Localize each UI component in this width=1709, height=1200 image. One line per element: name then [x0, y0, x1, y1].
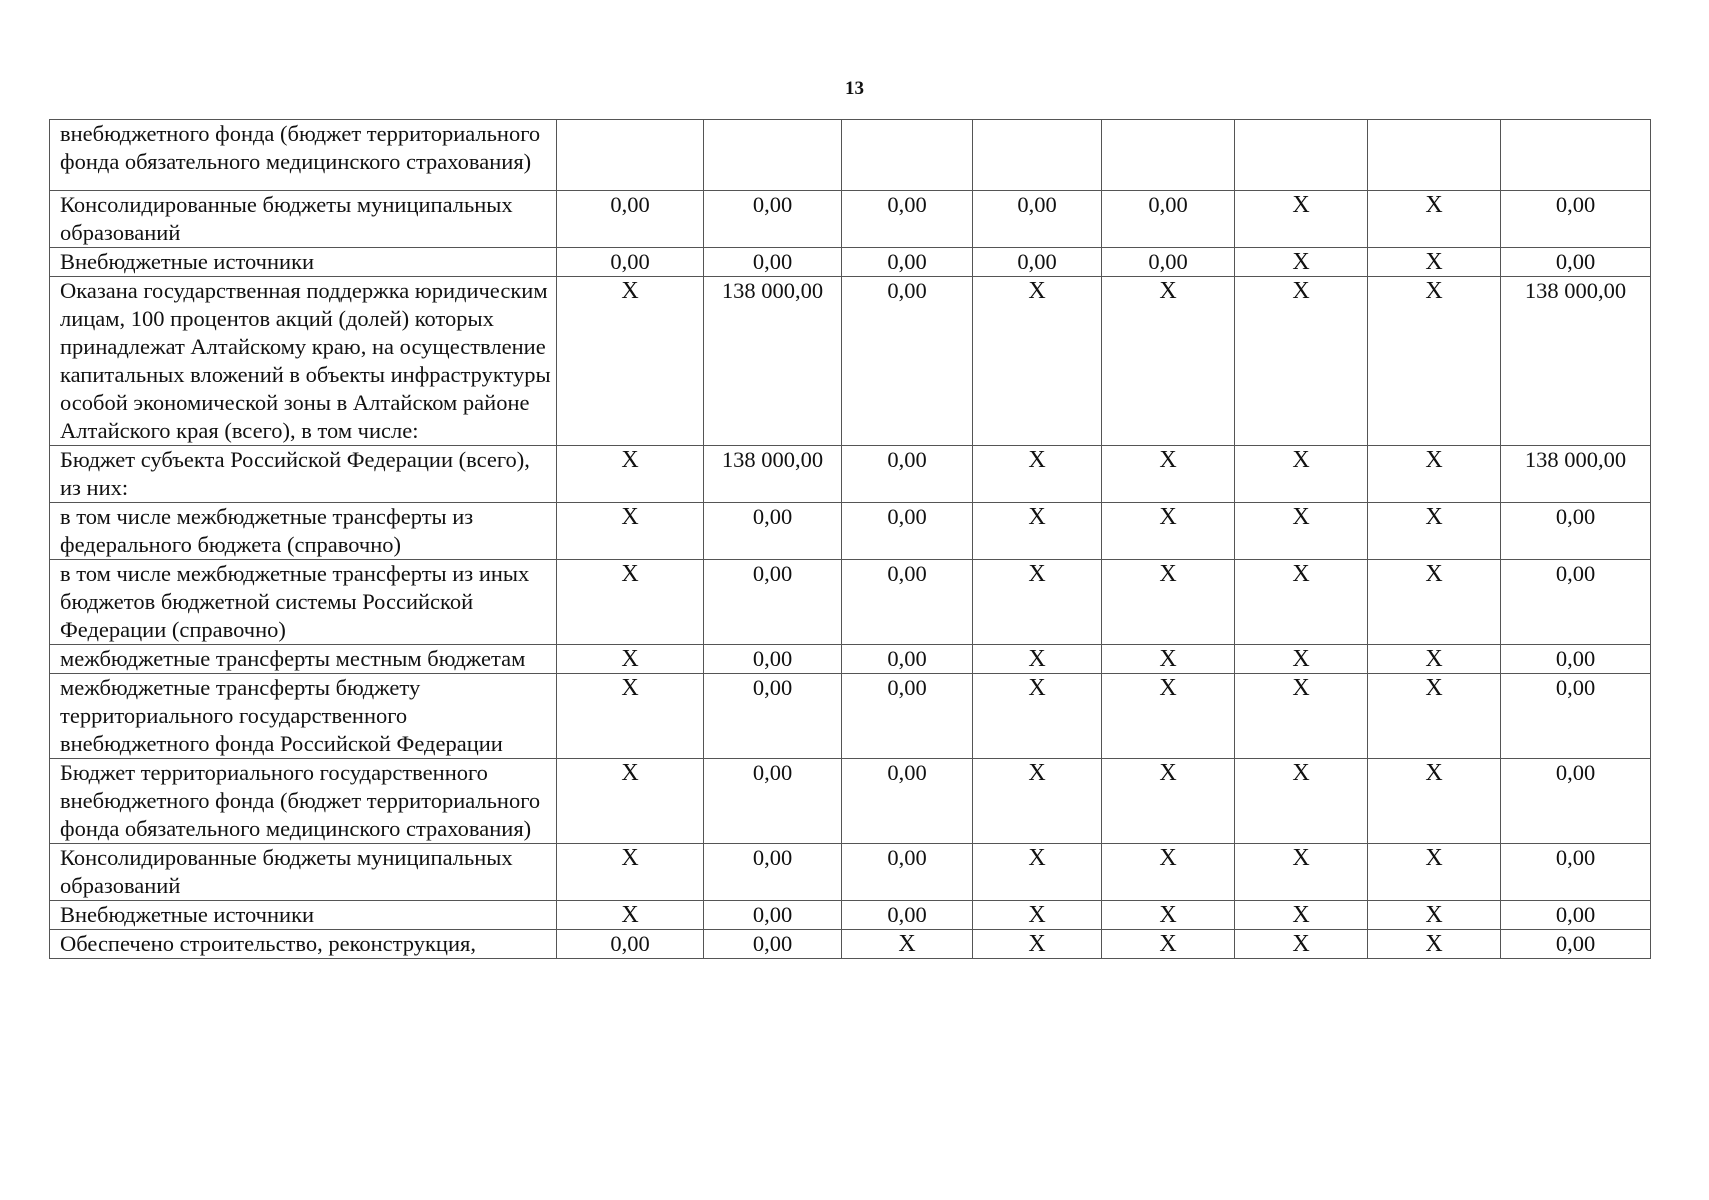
row-value-col-2: 0,00 [704, 844, 842, 901]
row-value-col-4: X [973, 446, 1102, 503]
row-value-col-5: X [1102, 560, 1235, 645]
row-value-col-7: X [1368, 277, 1501, 446]
row-value-col-8: 0,00 [1501, 191, 1651, 248]
row-value-col-6: X [1235, 674, 1368, 759]
row-value-col-4: X [973, 503, 1102, 560]
row-value-col-2: 0,00 [704, 901, 842, 930]
row-value-col-3: 0,00 [842, 560, 973, 645]
row-value-col-5: X [1102, 277, 1235, 446]
page-number: 13 [845, 78, 864, 99]
row-value-col-1: X [557, 560, 704, 645]
table-row [50, 248, 1651, 277]
row-value-col-6: X [1235, 901, 1368, 930]
row-value-col-3: 0,00 [842, 248, 973, 277]
row-value-col-6: X [1235, 191, 1368, 248]
row-value-col-1: X [557, 759, 704, 844]
row-value-col-1: X [557, 503, 704, 560]
budget-table [49, 119, 1651, 959]
row-value-col-4: X [973, 930, 1102, 959]
table-row [50, 503, 1651, 560]
row-value-col-6 [1235, 120, 1368, 191]
row-value-col-3: 0,00 [842, 901, 973, 930]
row-value-col-7: X [1368, 844, 1501, 901]
row-value-col-2: 0,00 [704, 674, 842, 759]
row-value-col-7: X [1368, 674, 1501, 759]
row-value-col-1: X [557, 901, 704, 930]
row-value-col-3: 0,00 [842, 446, 973, 503]
row-value-col-2: 0,00 [704, 645, 842, 674]
row-value-col-6: X [1235, 645, 1368, 674]
row-value-col-7: X [1368, 759, 1501, 844]
table-row [50, 901, 1651, 930]
row-value-col-8: 0,00 [1501, 503, 1651, 560]
row-value-col-1: X [557, 446, 704, 503]
table-row [50, 844, 1651, 901]
row-value-col-8 [1501, 120, 1651, 191]
table-row [50, 191, 1651, 248]
table-row [50, 930, 1651, 959]
row-label: внебюджетного фонда (бюджет территориального фонда обязательного медицинского страхования) [50, 120, 557, 191]
row-value-col-4: X [973, 674, 1102, 759]
row-value-col-5: X [1102, 645, 1235, 674]
row-value-col-6: X [1235, 930, 1368, 959]
row-value-col-4: X [973, 560, 1102, 645]
row-label: Внебюджетные источники [50, 901, 557, 930]
row-value-col-1: 0,00 [557, 930, 704, 959]
row-value-col-1: X [557, 645, 704, 674]
row-value-col-4: X [973, 901, 1102, 930]
row-value-col-5: X [1102, 759, 1235, 844]
row-value-col-7 [1368, 120, 1501, 191]
row-value-col-2: 0,00 [704, 248, 842, 277]
row-label: Бюджет субъекта Российской Федерации (всего), из них: [50, 446, 557, 503]
row-value-col-5: 0,00 [1102, 248, 1235, 277]
row-label: Внебюджетные источники [50, 248, 557, 277]
row-value-col-3: 0,00 [842, 674, 973, 759]
row-value-col-6: X [1235, 560, 1368, 645]
row-value-col-3: 0,00 [842, 503, 973, 560]
row-label: Обеспечено строительство, реконструкция, [50, 930, 557, 959]
row-value-col-1 [557, 120, 704, 191]
row-value-col-5: X [1102, 503, 1235, 560]
row-value-col-6: X [1235, 503, 1368, 560]
row-value-col-5: X [1102, 930, 1235, 959]
table-row [50, 759, 1651, 844]
row-value-col-1: X [557, 844, 704, 901]
table-row [50, 645, 1651, 674]
row-label: Консолидированные бюджеты муниципальных образований [50, 844, 557, 901]
row-value-col-5: X [1102, 901, 1235, 930]
row-value-col-8: 138 000,00 [1501, 446, 1651, 503]
row-value-col-2: 138 000,00 [704, 277, 842, 446]
row-value-col-5: X [1102, 674, 1235, 759]
table-row [50, 446, 1651, 503]
row-value-col-7: X [1368, 901, 1501, 930]
row-value-col-3: 0,00 [842, 191, 973, 248]
row-value-col-8: 138 000,00 [1501, 277, 1651, 446]
row-label: межбюджетные трансферты местным бюджетам [50, 645, 557, 674]
row-value-col-8: 0,00 [1501, 248, 1651, 277]
row-value-col-8: 0,00 [1501, 930, 1651, 959]
table-body [50, 120, 1651, 959]
row-value-col-8: 0,00 [1501, 844, 1651, 901]
row-value-col-2: 0,00 [704, 759, 842, 844]
row-value-col-2: 0,00 [704, 930, 842, 959]
row-value-col-1: 0,00 [557, 248, 704, 277]
row-label: Консолидированные бюджеты муниципальных образований [50, 191, 557, 248]
row-label: в том числе межбюджетные трансферты из иных бюджетов бюджетной системы Российской Федерации (справочно) [50, 560, 557, 645]
row-value-col-8: 0,00 [1501, 759, 1651, 844]
row-value-col-6: X [1235, 446, 1368, 503]
row-value-col-1: X [557, 277, 704, 446]
table-row [50, 277, 1651, 446]
row-value-col-4: 0,00 [973, 191, 1102, 248]
row-value-col-8: 0,00 [1501, 645, 1651, 674]
row-value-col-3: 0,00 [842, 844, 973, 901]
row-label: межбюджетные трансферты бюджету территориального государственного внебюджетного фонда Российской Федерации [50, 674, 557, 759]
row-value-col-6: X [1235, 277, 1368, 446]
row-value-col-7: X [1368, 645, 1501, 674]
table-row [50, 560, 1651, 645]
row-value-col-7: X [1368, 560, 1501, 645]
row-label: в том числе межбюджетные трансферты из федерального бюджета (справочно) [50, 503, 557, 560]
row-value-col-8: 0,00 [1501, 560, 1651, 645]
row-value-col-3: X [842, 930, 973, 959]
row-value-col-4: 0,00 [973, 248, 1102, 277]
row-value-col-8: 0,00 [1501, 901, 1651, 930]
row-label: Оказана государственная поддержка юридическим лицам, 100 процентов акций (долей) которых принадлежат Алтайскому краю, на осуществление капитальных вложений в объекты инфраструктуры особой экономической зоны в Алтайском районе Алтайского края (всего), в том числе: [50, 277, 557, 446]
row-value-col-3: 0,00 [842, 277, 973, 446]
row-value-col-5: 0,00 [1102, 191, 1235, 248]
row-value-col-6: X [1235, 248, 1368, 277]
table-row [50, 120, 1651, 191]
row-value-col-7: X [1368, 191, 1501, 248]
row-value-col-3: 0,00 [842, 645, 973, 674]
row-value-col-2: 0,00 [704, 503, 842, 560]
row-value-col-5 [1102, 120, 1235, 191]
row-value-col-6: X [1235, 844, 1368, 901]
row-value-col-1: 0,00 [557, 191, 704, 248]
row-value-col-2 [704, 120, 842, 191]
row-value-col-2: 0,00 [704, 191, 842, 248]
row-value-col-2: 0,00 [704, 560, 842, 645]
row-value-col-8: 0,00 [1501, 674, 1651, 759]
row-value-col-7: X [1368, 503, 1501, 560]
row-label: Бюджет территориального государственного внебюджетного фонда (бюджет территориального фонда обязательного медицинского страхования) [50, 759, 557, 844]
row-value-col-4: X [973, 645, 1102, 674]
row-value-col-5: X [1102, 844, 1235, 901]
row-value-col-4 [973, 120, 1102, 191]
row-value-col-7: X [1368, 930, 1501, 959]
row-value-col-7: X [1368, 446, 1501, 503]
row-value-col-4: X [973, 759, 1102, 844]
row-value-col-2: 138 000,00 [704, 446, 842, 503]
row-value-col-7: X [1368, 248, 1501, 277]
row-value-col-4: X [973, 844, 1102, 901]
row-value-col-5: X [1102, 446, 1235, 503]
row-value-col-4: X [973, 277, 1102, 446]
row-value-col-3 [842, 120, 973, 191]
row-value-col-1: X [557, 674, 704, 759]
row-value-col-6: X [1235, 759, 1368, 844]
row-value-col-3: 0,00 [842, 759, 973, 844]
table-row [50, 674, 1651, 759]
